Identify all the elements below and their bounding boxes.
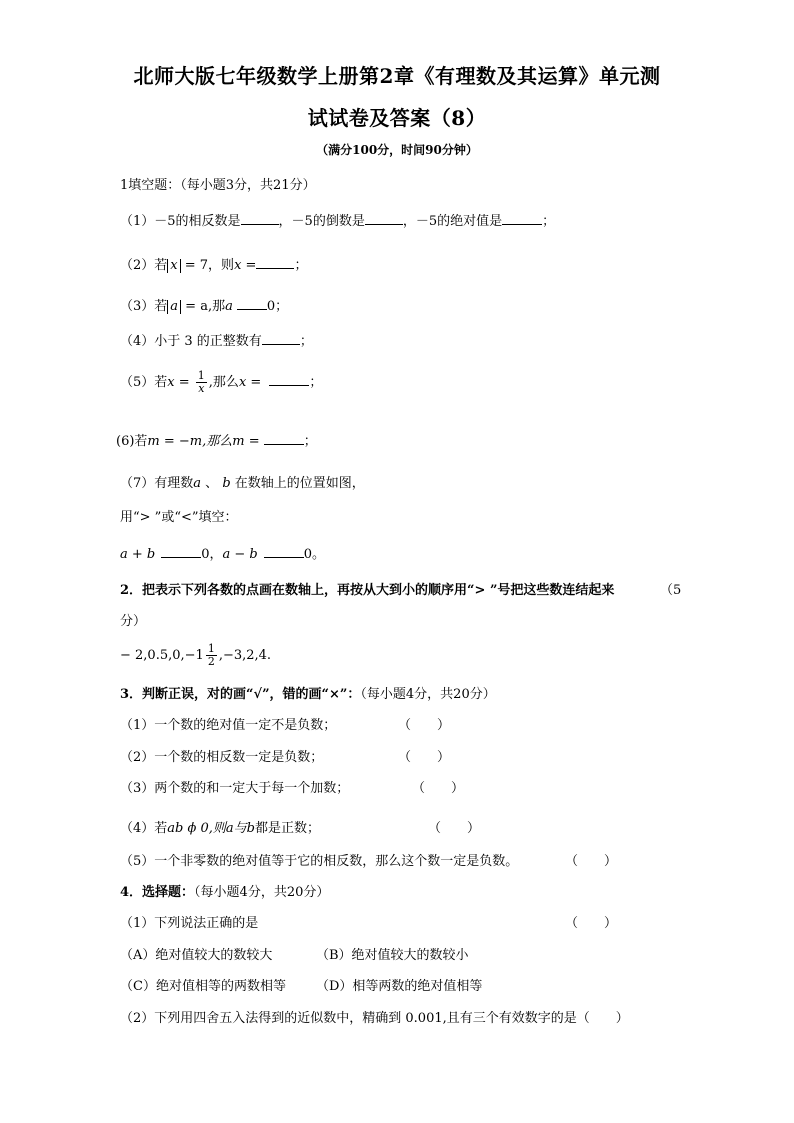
equals-sign: = (174, 375, 194, 390)
s1-q7-text-t1: 0， (201, 547, 223, 562)
answer-paren: （ ） (398, 750, 451, 765)
s4-q1-option-c: （C）绝对值相等的两数相等 (120, 979, 286, 994)
answer-blank (269, 373, 309, 386)
s3-item4-expression: ab ϕ 0,则a与b (167, 821, 255, 836)
answer-blank (264, 545, 304, 558)
var-x: x (238, 375, 247, 390)
s1-q2 (120, 254, 307, 273)
s1-q5-text-b: ,那么 (208, 375, 239, 390)
expression-a-plus-b: a + b (120, 547, 156, 562)
var-a: a (193, 476, 202, 491)
fraction-1-over-x (196, 370, 207, 395)
s4-q1: （1）下列说法正确的是 (120, 916, 259, 931)
s1-q2-text-a: （2）若 (120, 258, 168, 273)
answer-blank (256, 256, 294, 269)
s1-q1-text-b: ，－5的倒数是 (278, 214, 365, 229)
s1-q6 (116, 430, 317, 449)
fraction-numerator: 1 (197, 369, 205, 382)
s1-q3-text-b: = a,那 (181, 299, 226, 314)
s1-q4-text-b: ； (299, 334, 313, 349)
page-title-line2: 试试卷及答案（8） (307, 106, 487, 130)
abs-value-x: x (167, 259, 180, 273)
fraction-denominator: 2 (207, 655, 215, 668)
section2-score-tail: 分） (120, 614, 147, 629)
number-list-b: ,−3,2,4. (218, 648, 272, 663)
s1-q7-answers (120, 543, 325, 562)
answer-paren: （ ） (412, 781, 465, 796)
s3-item-text: （5）一个非零数的绝对值等于它的相反数，那么这个数一定是负数。 (120, 854, 519, 869)
answer-paren: （ ） (428, 821, 481, 836)
section3-heading-tail: （每小题4分，共20分） (360, 687, 496, 702)
answer-blank (237, 297, 267, 310)
section3-heading (120, 683, 496, 702)
s1-q7-text-a: （7）有理数 (120, 476, 194, 491)
s1-q2-text-b: = 7，则 (180, 258, 235, 273)
expression-a-minus-b: a − b (222, 547, 258, 562)
s1-q3 (120, 295, 288, 314)
answer-blank (262, 332, 300, 345)
s1-q6-text-a: (6)若 (116, 434, 148, 449)
s1-q3-text-c: 0； (266, 299, 289, 314)
s1-q2-text-c: = (241, 258, 257, 273)
section2-score: （5 (660, 583, 682, 598)
s3-item-3 (120, 777, 349, 796)
s3-item-5 (120, 850, 518, 869)
fraction-one-half (206, 643, 217, 668)
answer-blank (161, 545, 201, 558)
section3-heading-text: 3．判断正误，对的画“√”，错的画“×”： (120, 687, 361, 702)
s1-q5-text-d: ； (309, 375, 323, 390)
answer-paren: （ ） (565, 854, 618, 869)
fraction-denominator: x (198, 382, 205, 395)
section4-heading (120, 881, 329, 900)
var-x: x (167, 375, 175, 390)
s1-q6-expression: m = −m,那么m = (147, 434, 264, 449)
s4-q2: （2）下列用四舍五入法得到的近似数中，精确到 0.001,且有三个有效数字的是（ ） (120, 1011, 629, 1026)
s1-q5-text-a: （5）若 (120, 375, 168, 390)
number-list-a: − 2,0.5,0,−1 (120, 648, 204, 663)
section1-heading: 1填空题：（每小题3分，共21分） (120, 178, 316, 193)
answer-blank (241, 212, 279, 225)
s1-q7 (120, 472, 365, 491)
s4-q1-option-a: （A）绝对值较大的数较大 (120, 948, 273, 963)
answer-blank (365, 212, 403, 225)
s1-q5 (120, 370, 322, 395)
s1-q1-text-d: ； (542, 214, 556, 229)
s1-q6-text-b: ； (303, 434, 317, 449)
s2-number-list (120, 643, 271, 668)
s3-item-1 (120, 714, 336, 733)
section4-heading-tail: （每小题4分，共20分） (194, 885, 330, 900)
answer-paren: （ ） (565, 916, 618, 931)
separator: 、 (201, 476, 223, 491)
var-b: b (222, 476, 231, 491)
s1-q4 (120, 330, 313, 349)
s1-q2-text-d: ； (294, 258, 308, 273)
answer-blank (264, 432, 304, 445)
s1-q1-text-a: （1）－5的相反数是 (120, 214, 241, 229)
section2-heading-text: 2．把表示下列各数的点画在数轴上，再按从大到小的顺序用“> ”号把这些数连结起来 (120, 583, 615, 598)
s1-q4-text-a: （4）小于 3 的正整数有 (120, 334, 262, 349)
section4-heading-text: 4．选择题： (120, 885, 195, 900)
s3-item-text: （2）一个数的相反数一定是负数； (120, 750, 324, 765)
s1-q7-text-t2: 0。 (303, 547, 326, 562)
s3-item-text-tail: 都是正数； (254, 821, 320, 836)
s3-item-2 (120, 746, 323, 765)
s4-q1-option-d: （D）相等两数的绝对值相等 (316, 979, 483, 994)
s3-item-4 (120, 817, 320, 836)
answer-blank (502, 212, 542, 225)
s1-q7-instruction: 用“> ”或“<”填空： (120, 510, 238, 525)
s1-q1-text-c: ，－5的绝对值是 (402, 214, 503, 229)
s1-q1 (120, 210, 555, 229)
s3-item-text: （1）一个数的绝对值一定不是负数； (120, 718, 337, 733)
s1-q7-text-b: 在数轴上的位置如图， (230, 476, 365, 491)
page-title-line1: 北师大版七年级数学上册第2章《有理数及其运算》单元测 (133, 64, 661, 88)
answer-paren: （ ） (398, 718, 451, 733)
var-a: a (225, 299, 233, 314)
s4-q1-option-b: （B）绝对值较大的数较小 (316, 948, 469, 963)
var-x: x (234, 258, 242, 273)
fraction-numerator: 1 (207, 642, 215, 655)
s1-q5-text-c: = (246, 375, 262, 390)
abs-value-a: a (167, 300, 181, 314)
s1-q3-text-a: （3）若 (120, 299, 168, 314)
page-subtitle: （满分100分，时间90分钟） (316, 143, 478, 157)
s3-item-text: （4）若 (120, 821, 168, 836)
section2-heading (120, 579, 614, 598)
s3-item-text: （3）两个数的和一定大于每一个加数； (120, 781, 350, 796)
